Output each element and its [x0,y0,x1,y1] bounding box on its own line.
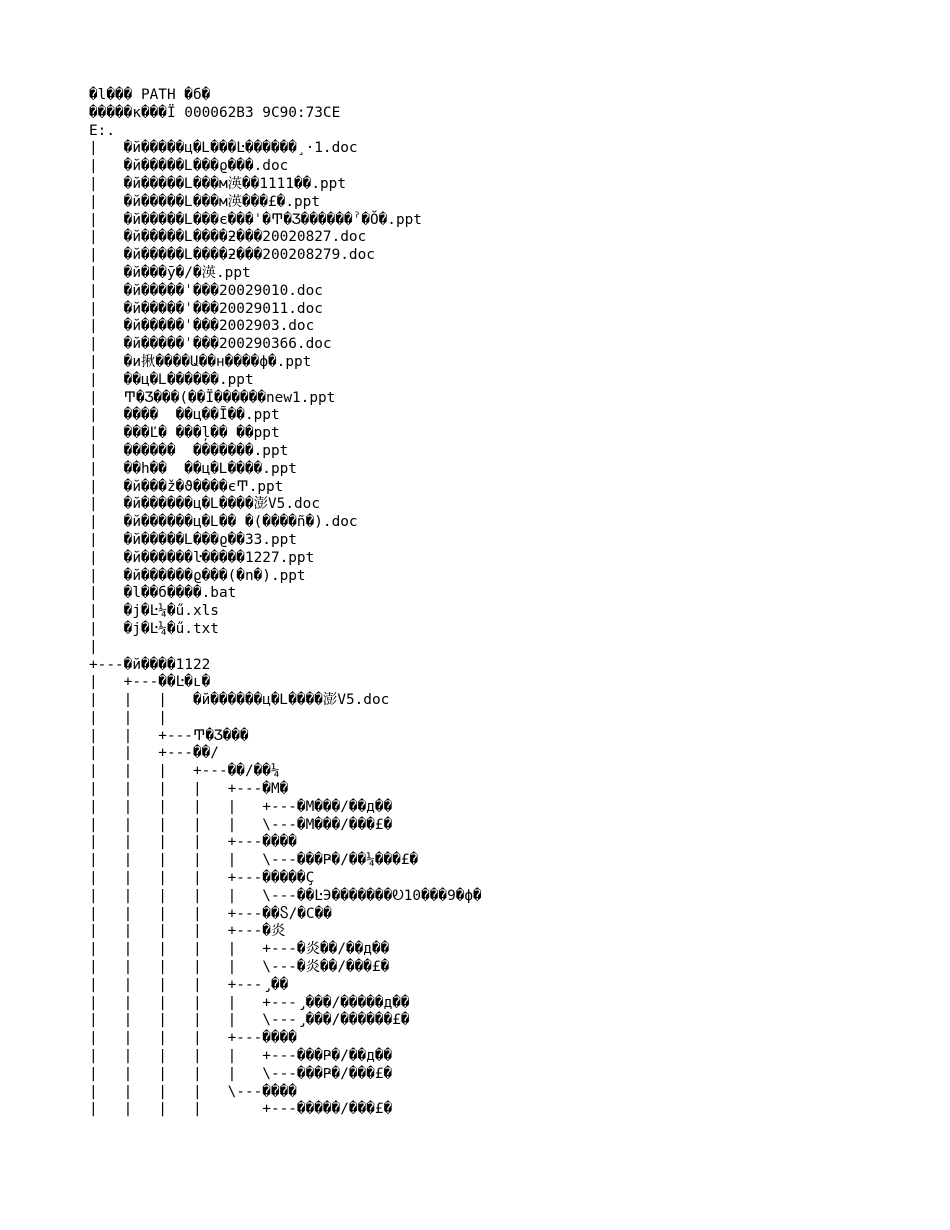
folder-entry: | | | | | \---��ĿЭ�������Ꭷ10���9�ф� [89,887,482,904]
file-entry: | �й���ž�ϑ����єͲ.ppt [89,478,284,495]
file-entry: | �й�����ˈ���20029010.doc [89,282,323,299]
folder-entry: | | | | | \---�炎��/���£� [89,959,390,976]
folder-entry: | | | | +---̡�� [89,976,289,993]
file-entry: | �й������ц�Լ����澎V5.doc [89,496,320,513]
file-entry: | �й���ȳ�/�渶.ppt [89,264,251,281]
folder-entry: | | | | | +---̡���/�����д�� [89,994,410,1011]
file-entry: | �й�����Լ����ƻ���200208279.doc [89,247,375,264]
file-entry: | �й�����ˈ���200290366.doc [89,336,332,353]
file-entry: | ��h�� ��ц�Լ����.ppt [89,460,297,477]
folder-entry: | | | | | \---̡���/������£� [89,1012,410,1029]
file-entry: | �й�����Լ���ϱ���.doc [89,158,289,175]
file-entry: | �й�����Լ����ƻ���20020827.doc [89,229,367,246]
file-entry: | �j�Ŀ¼�ű.xls [89,603,219,620]
file-entry: | �й�����Լ���м渶��1111��.ppt [89,175,346,192]
tree-connector: | | | [89,709,167,726]
folder-entry: | | | | +---���� [89,1030,297,1047]
folder-entry: | | | | +---�����/���£� [89,1101,393,1118]
file-entry: | �й������ц�Լ�� �(����ñ�).doc [89,514,358,531]
folder-entry: | | | | \---���� [89,1083,297,1100]
file-entry: | �й�����ˈ���20029011.doc [89,300,323,317]
directory-tree-listing [89,87,929,1119]
file-entry: | �й�����Լ���є���ˈ�Ͳ�Ʒ������ˀ�Ŏ�.ppt [89,211,422,228]
file-entry: | �l��б����.bat [89,585,237,602]
file-entry: | �и揪����Ա��н����ф�.ppt [89,353,312,370]
file-entry: | �й������ŀ�����1227.ppt [89,549,315,566]
folder-entry: | | | | +---�����Ç [89,870,315,887]
folder-entry: | | | | +---�М� [89,781,289,798]
file-entry: | Ͳ�Ʒ���(��Ϊ������new1.ppt [89,389,336,406]
line-serial: �����к���Ϊ 000062B3 9C90:73CE [89,104,341,121]
folder-entry: | | | | +---���� [89,834,297,851]
file-entry: | ��ц�Լ������.ppt [89,371,254,388]
folder-entry: | | | | | +---���Ҏ�/��д�� [89,1048,393,1065]
tree-connector: | [89,638,98,655]
file-entry: | �j�Ŀ¼�ű.txt [89,620,219,637]
folder-entry: | | | +---��/��¼ [89,763,280,780]
file-entry: | �й�����ˈ���2002903.doc [89,318,315,335]
folder-entry: | | | | +---�炎 [89,923,286,940]
folder-entry: +---�й����1122 [89,656,211,673]
file-entry: | �й�����Լ���ϱ��33.ppt [89,531,297,548]
file-entry: | �й�����ц�Լ���Ŀ������¸·1.doc [89,140,358,157]
file-entry: | ���Ľ� ���ļ�� ��ppt [89,425,280,442]
file-entry: | ������ �������.ppt [89,442,289,459]
file-entry: | | | �й������ц�Լ����澎V5.doc [89,692,390,709]
file-entry: | �й������ϱ���(�n�).ppt [89,567,306,584]
folder-entry: | | | | | \---���Ҏ�/��¼���£� [89,852,419,869]
folder-entry: | | +---Ͳ�Ʒ��� [89,727,249,744]
file-entry: | ���� ��ц��Ĩ��.ppt [89,407,280,424]
folder-entry: | | | | +---��Ⴝ/�С�� [89,905,332,922]
folder-entry: | | | | | +---�炎��/��д�� [89,941,390,958]
folder-entry: | | +---��/ [89,745,219,762]
folder-entry: | | | | | \---���Ҏ�/���£� [89,1065,393,1082]
line-root: E:. [89,122,115,139]
file-entry: | �й�����Լ���м渶���£�.ppt [89,193,320,210]
folder-entry: | | | | | +---�М���/��д�� [89,798,393,815]
line-title: �l��� PATH �б� [89,87,211,103]
folder-entry: | +---��Ŀ�ւ� [89,674,211,691]
folder-entry: | | | | | \---�М���/���£� [89,816,393,833]
